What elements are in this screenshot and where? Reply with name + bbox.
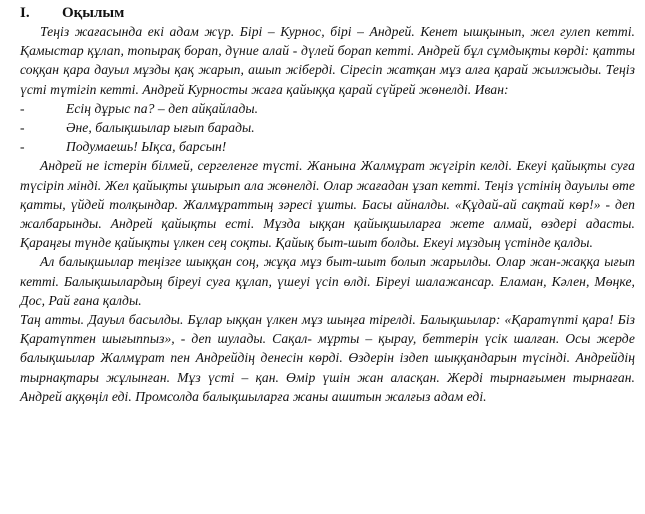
section-heading (20, 4, 635, 22)
dash-marker: - (20, 139, 25, 155)
dash-marker: - (20, 120, 25, 136)
paragraph: Ал балықшылар теңізге шыққан соң, жұқа мұз быт-шыт болып жарылды. Олар жан-жаққа ығып кетті. Балықшылардың біреуі суға құлап, үшеуі үсіп өлді. Біреуі шалажансар. Еламан, Кәлен, Мөңке, Дос, Рай ғана қалды. (20, 254, 635, 308)
paragraph: Теңіз жағасында екі адам жүр. Бірі – Курнос, бірі – Андрей. Кенет ышқынып, жел гулеп кетті. Қамыстар құлап, топырақ борап, дүние алай - дүлей борап кетті. Андрей бұл сұмдықты көрді: қатты соққан қара дауыл мұзды қақ жарып, ашып жіберді. Сіресіп жатқан мұз алға қарай жылжыды. Теңіз үсті түтігіп кетті. Андрей Курносты жаға қайыққа қарай сүйрей жөнелді. Иван: (20, 24, 635, 97)
dash-marker: - (20, 100, 25, 116)
reading-text (20, 22, 635, 406)
paragraph: Андрей не істерін білмей, сергеленге түсті. Жанына Жалмұрат жүгіріп келді. Екеуі қайықты суға түсіріп мінді. Жел қайықты ұшырып ала жөнелді. Олар жағадан ұзап кетті. Теңіз үстінің дауылы өте қатты, үйдей толқындар. Жалмұраттың зәресі ұшты. Басы айналды. «Құдай-ай сақтай көр!» - деп жалбарынды. Андрей қайықты есті. Мұзда ыққан қайықшыларға жете алмай, өздері адасты. Қараңғы түнде қайықты үлкен сең соқты. Қайық быт-шыт болды. Екеуі мұздың үстінде қалды. (20, 158, 635, 251)
dialogue-text: Есің дұрыс па? – деп айқайлады. (66, 100, 259, 116)
dialogue-line (20, 118, 635, 137)
dialogue-text: Подумаешь! Ықса, барсын! (66, 139, 227, 155)
section-number: I. (20, 5, 30, 21)
dialogue-text: Әне, балықшылар ығып барады. (66, 120, 255, 136)
section-title: Оқылым (62, 5, 125, 21)
dialogue-line (20, 137, 635, 156)
paragraph: Таң атты. Дауыл басылды. Бұлар ыққан үлкен мұз шыңға тірелді. Балықшылар: «Қаратүпті қара! Біз Қаратүптен шығыппыз», - деп шулады. Сақал- мұрты – қырау, беттерін үсік шалған. Осы жерде балықшылар Жалмұрат пен Андрейдің денесін көрді. Өздерін іздеп шыққандарын түсінді. Андрейдің тырнақтары жұлынған. Мұз үсті – қан. Өмір үшін жан аласқан. Жерді тырнағымен тырнаған. Андрей аққөңіл еді. Промсолда балықшыларға жаны ашитын жалғыз адам еді. (20, 312, 635, 404)
dialogue-line (20, 99, 635, 118)
